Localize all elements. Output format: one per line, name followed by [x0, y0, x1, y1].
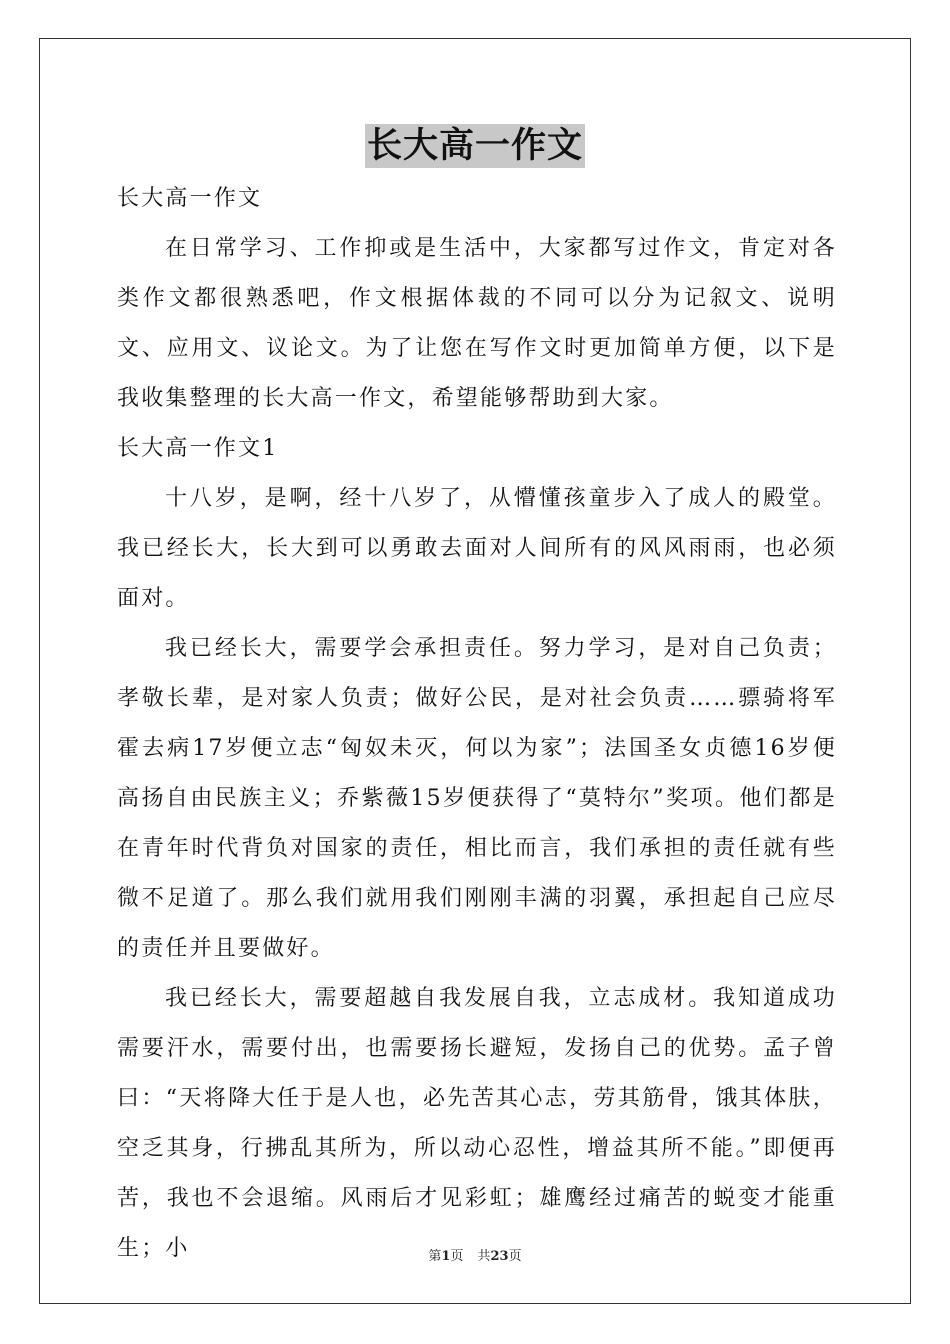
- paragraph: 在日常学习、工作抑或是生活中，大家都写过作文，肯定对各类作文都很熟悉吧，作文根据体裁的不同可以分为记叙文、说明文、应用文、议论文。为了让您在写作文时更加简单方便，以下是我收集整理的长大高一作文，希望能够帮助到大家。: [117, 236, 837, 411]
- document-body: [117, 174, 837, 1274]
- paragraph: 十八岁，是啊，经十八岁了，从懵懂孩童步入了成人的殿堂。我已经长大，长大到可以勇敢去面对人间所有的风风雨雨，也必须面对。: [117, 486, 837, 611]
- paragraph: 我已经长大，需要学会承担责任。努力学习，是对自己负责；孝敬长辈，是对家人负责；做好公民，是对社会负责……骠骑将军霍去病17岁便立志“匈奴未灭，何以为家”；法国圣女贞德16岁便高扬自由民族主义；乔紫薇15岁便获得了“莫特尔”奖项。他们都是在青年时代背负对国家的责任，相比而言，我们承担的责任就有些微不足道了。那么我们就用我们刚刚丰满的羽翼，承担起自己应尽的责任并且要做好。: [117, 636, 837, 961]
- total-prefix: 共: [477, 1249, 491, 1264]
- paragraph: 我已经长大，需要超越自我发展自我，立志成材。我知道成功需要汗水，需要付出，也需要扬长避短，发扬自己的优势。孟子曾曰：“天将降大任于是人也，必先苦其心志，劳其筋骨，饿其体肤，空乏其身，行拂乱其所为，所以动心忍性，增益其所不能。”即便再苦，我也不会退缩。风雨后才见彩虹；雄鹰经过痛苦的蜕变才能重生；小: [117, 986, 837, 1261]
- page-footer: [0, 1248, 950, 1266]
- title-wrap: [0, 124, 950, 168]
- section-heading: 长大高一作文1: [117, 436, 279, 461]
- page-suffix: 页: [450, 1249, 464, 1264]
- page-prefix: 第: [428, 1249, 442, 1264]
- paragraph: 长大高一作文: [117, 186, 263, 211]
- total-pages: 23: [490, 1249, 509, 1264]
- page-number: 1: [441, 1249, 451, 1264]
- document-title: 长大高一作文: [366, 125, 583, 166]
- total-suffix: 页: [508, 1249, 522, 1264]
